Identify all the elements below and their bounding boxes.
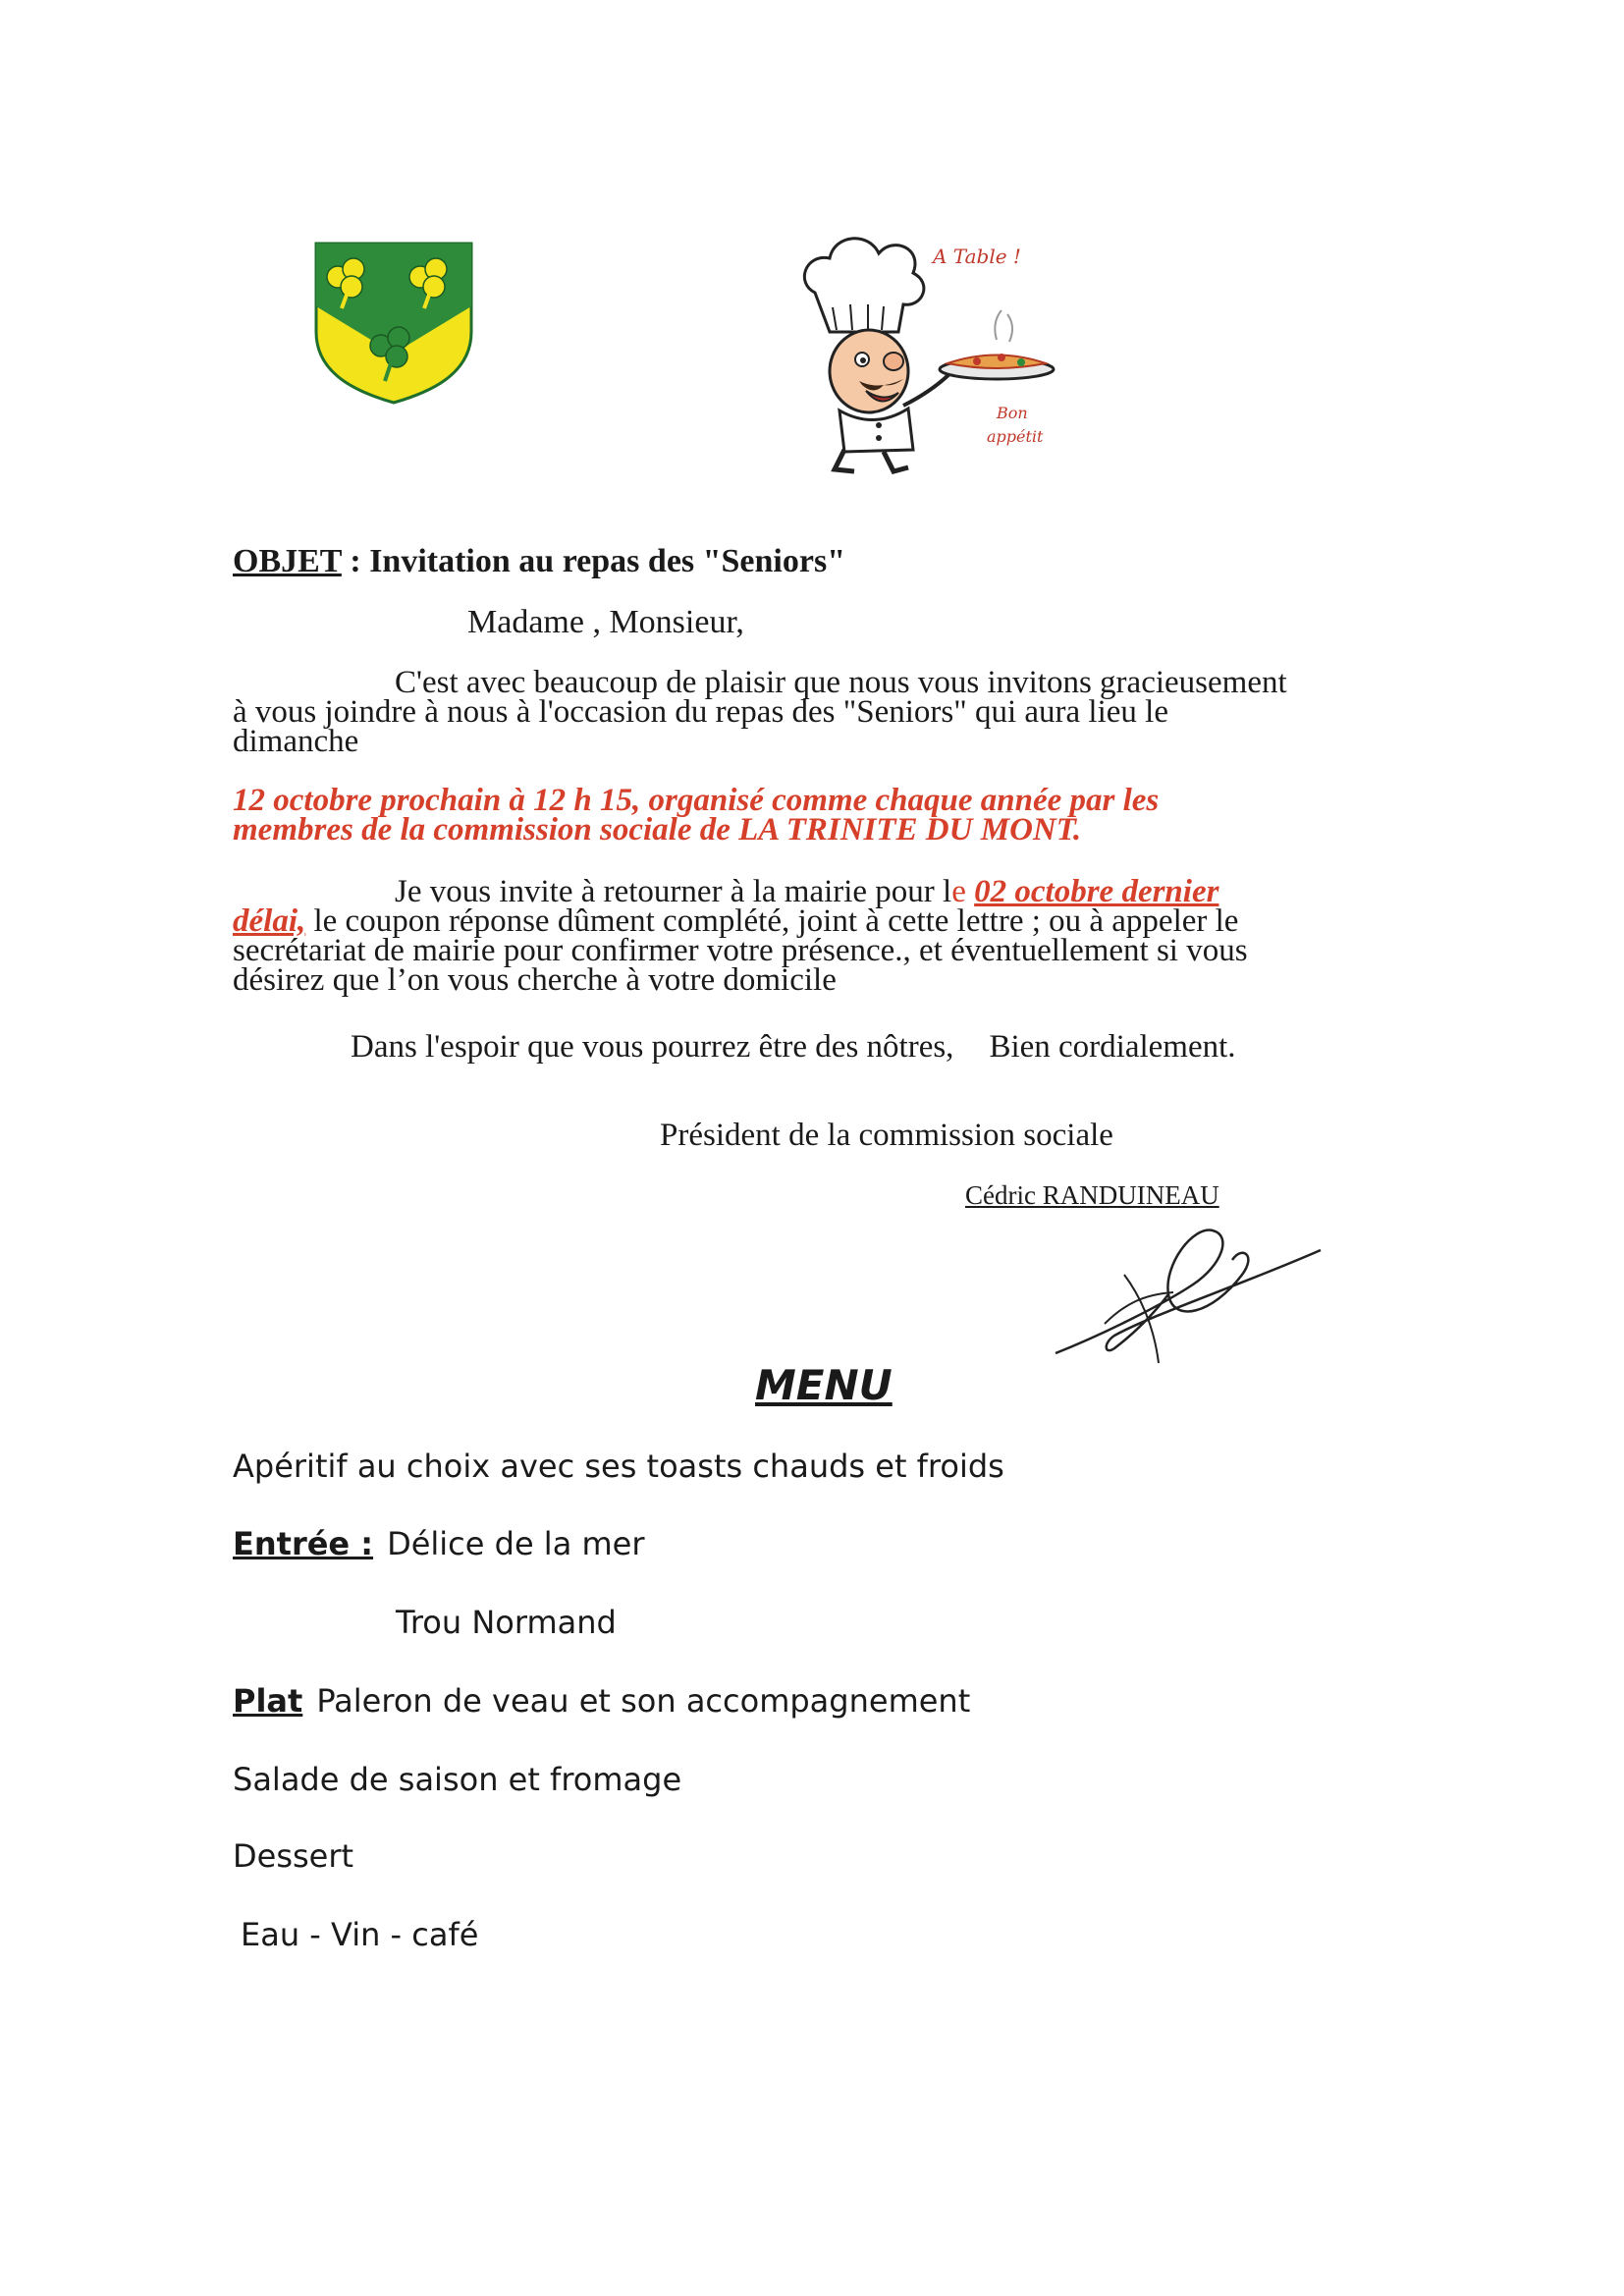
paragraph-line	[233, 665, 1391, 700]
menu-item-aperitif: Apéritif au choix avec ses toasts chauds et froids	[233, 1448, 1004, 1485]
paragraph-line	[233, 874, 1391, 909]
municipal-crest-icon	[310, 238, 477, 405]
subject-label: OBJET	[233, 543, 342, 579]
menu-item-boissons: Eau - Vin - café	[241, 1916, 479, 1953]
subject-line	[233, 543, 845, 580]
chef-caption-top: A Table !	[933, 245, 1021, 268]
closing-regards: Bien cordialement.	[989, 1029, 1236, 1065]
deadline-word: délai,	[233, 903, 306, 939]
closing-line	[351, 1029, 1236, 1066]
paragraph-date-highlight	[233, 783, 1391, 847]
salutation: Madame , Monsieur,	[467, 604, 744, 640]
paragraph-line: 12 octobre prochain à 12 h 15, organisé comme chaque année par les	[233, 783, 1160, 818]
paragraph-line: désirez que l’on vous cherche à votre domicile	[233, 962, 837, 998]
menu-item-entree	[233, 1525, 644, 1562]
chef-caption-bottom-1: Bon	[997, 404, 1028, 422]
menu-item-trou-normand: Trou Normand	[396, 1604, 617, 1641]
paragraph-text: le coupon réponse dûment complété, joint à cette lettre ; ou à appeler le	[305, 903, 1239, 939]
menu-title: MENU	[755, 1361, 893, 1409]
chef-illustration-icon	[785, 224, 1080, 479]
subject-separator: :	[341, 543, 370, 579]
paragraph-reply-instructions	[233, 874, 1391, 998]
menu-value-plat: Paleron de veau et son accompagnement	[316, 1682, 971, 1720]
signatory-title: Président de la commission sociale	[660, 1118, 1113, 1153]
deadline-date: 02 octobre dernier	[974, 874, 1219, 909]
paragraph-line: secrétariat de mairie pour confirmer votre présence., et éventuellement si vous	[233, 933, 1248, 968]
menu-value-entree: Délice de la mer	[387, 1525, 645, 1562]
menu-item-salade: Salade de saison et fromage	[233, 1761, 682, 1798]
paragraph-line: à vous joindre à nous à l'occasion du repas des "Seniors" qui aura lieu le	[233, 694, 1168, 730]
signatory-name: Cédric RANDUINEAU	[965, 1180, 1219, 1210]
handwritten-signature-icon	[1046, 1206, 1330, 1373]
paragraph-text-red: e	[951, 874, 975, 909]
subject-text: Invitation au repas des "Seniors"	[369, 543, 846, 579]
menu-label-entree: Entrée :	[233, 1525, 374, 1562]
chef-caption-bottom-2: appétit	[987, 427, 1044, 446]
paragraph-line	[233, 903, 1391, 939]
menu-label-plat: Plat	[233, 1682, 303, 1720]
paragraph-text: Je vous invite à retourner à la mairie pour l	[395, 874, 952, 909]
paragraph-text: C'est avec beaucoup de plaisir que nous vous invitons gracieusement	[395, 665, 1287, 700]
paragraph-invitation	[233, 665, 1391, 759]
closing-hope: Dans l'espoir que vous pourrez être des nôtres,	[351, 1029, 954, 1065]
menu-item-dessert: Dessert	[233, 1837, 354, 1875]
menu-item-plat	[233, 1682, 970, 1720]
paragraph-line: membres de la commission sociale de LA TRINITE DU MONT.	[233, 812, 1082, 847]
paragraph-line: dimanche	[233, 724, 359, 759]
